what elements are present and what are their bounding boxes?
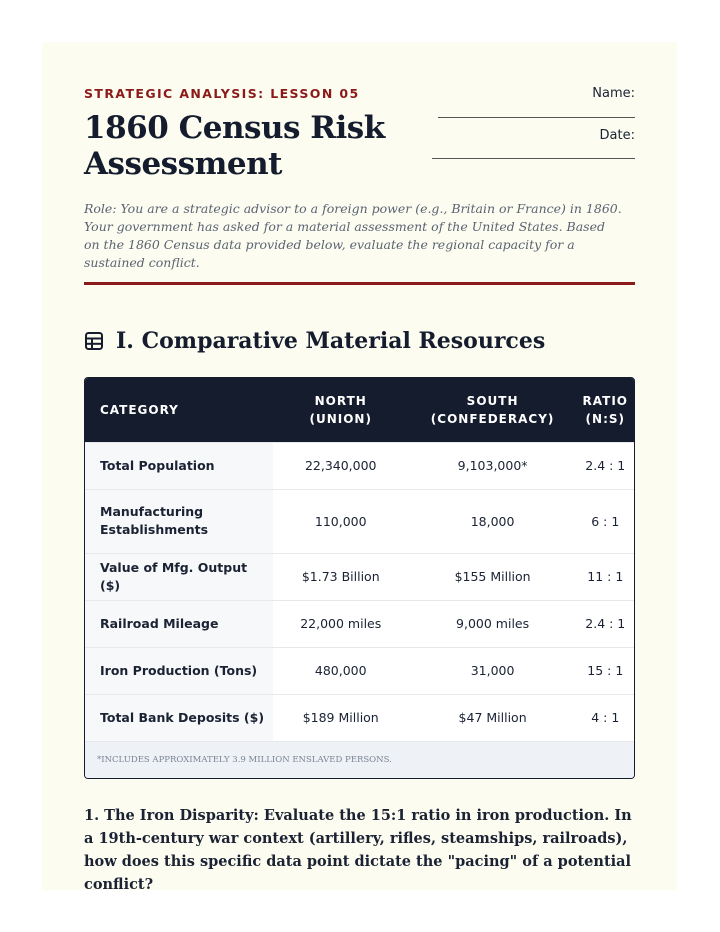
- cell-south: 9,103,000*: [409, 442, 577, 489]
- cell-ratio: 4 : 1: [577, 694, 634, 741]
- role-description: Role: You are a strategic advisor to a foreign power (e.g., Britain or France) in 1860. Your government has asked for a material assessment of the United States. Based on the 1860 Census data provided below, evaluate the regional capacity for a sustained conflict.: [84, 201, 622, 270]
- question-1: 1. The Iron Disparity: Evaluate the 15:1 ratio in iron production. In a 19th-century war context (artillery, rifles, steamships, railroads), how does this specific data point dictate the "pacing" of a potential conflict?: [84, 807, 632, 893]
- table-header-row: [85, 378, 634, 442]
- cell-category: Manufacturing Establishments: [85, 489, 273, 553]
- cell-north: 110,000: [273, 489, 409, 553]
- header-north: NORTH (UNION): [309, 393, 372, 426]
- cell-ratio: 6 : 1: [577, 489, 634, 553]
- table-row: [85, 600, 634, 647]
- cell-ratio: 15 : 1: [577, 647, 634, 694]
- table-footnote: *INCLUDES APPROXIMATELY 3.9 MILLION ENSLAVED PERSONS.: [85, 741, 634, 778]
- cell-north: 22,000 miles: [273, 600, 409, 647]
- resources-table: [84, 377, 635, 779]
- table-row: [85, 442, 634, 489]
- cell-north: 480,000: [273, 647, 409, 694]
- cell-south: 9,000 miles: [409, 600, 577, 647]
- cell-category: Total Population: [85, 442, 273, 489]
- section-title: I. Comparative Material Resources: [116, 328, 546, 354]
- table-row: [85, 694, 634, 741]
- section-divider: [84, 282, 635, 285]
- name-input-line[interactable]: [438, 117, 635, 118]
- table-row: [85, 647, 634, 694]
- table-row: [85, 489, 634, 553]
- cell-ratio: 11 : 1: [577, 553, 634, 600]
- cell-category: Value of Mfg. Output ($): [85, 553, 273, 600]
- page-title: 1860 Census Risk Assessment: [84, 110, 385, 182]
- table-icon: [84, 331, 104, 351]
- worksheet-page: [42, 42, 677, 893]
- name-label: Name:: [592, 86, 635, 101]
- section-heading: [84, 328, 545, 354]
- lesson-kicker: STRATEGIC ANALYSIS: LESSON 05: [84, 86, 360, 101]
- header-category: CATEGORY: [100, 402, 179, 417]
- cell-ratio: 2.4 : 1: [577, 442, 634, 489]
- date-label: Date:: [599, 128, 635, 143]
- cell-ratio: 2.4 : 1: [577, 600, 634, 647]
- table-row: [85, 553, 634, 600]
- cell-category: Iron Production (Tons): [85, 647, 273, 694]
- cell-south: 18,000: [409, 489, 577, 553]
- cell-north: 22,340,000: [273, 442, 409, 489]
- table-footnote-row: [85, 741, 634, 778]
- cell-south: 31,000: [409, 647, 577, 694]
- date-input-line[interactable]: [432, 158, 635, 159]
- header-south: SOUTH (CONFEDERACY): [430, 393, 555, 426]
- cell-category: Railroad Mileage: [85, 600, 273, 647]
- cell-category: Total Bank Deposits ($): [85, 694, 273, 741]
- header-ratio: RATIO (N:S): [582, 393, 628, 426]
- cell-south: $155 Million: [409, 553, 577, 600]
- cell-north: $1.73 Billion: [273, 553, 409, 600]
- cell-south: $47 Million: [409, 694, 577, 741]
- cell-north: $189 Million: [273, 694, 409, 741]
